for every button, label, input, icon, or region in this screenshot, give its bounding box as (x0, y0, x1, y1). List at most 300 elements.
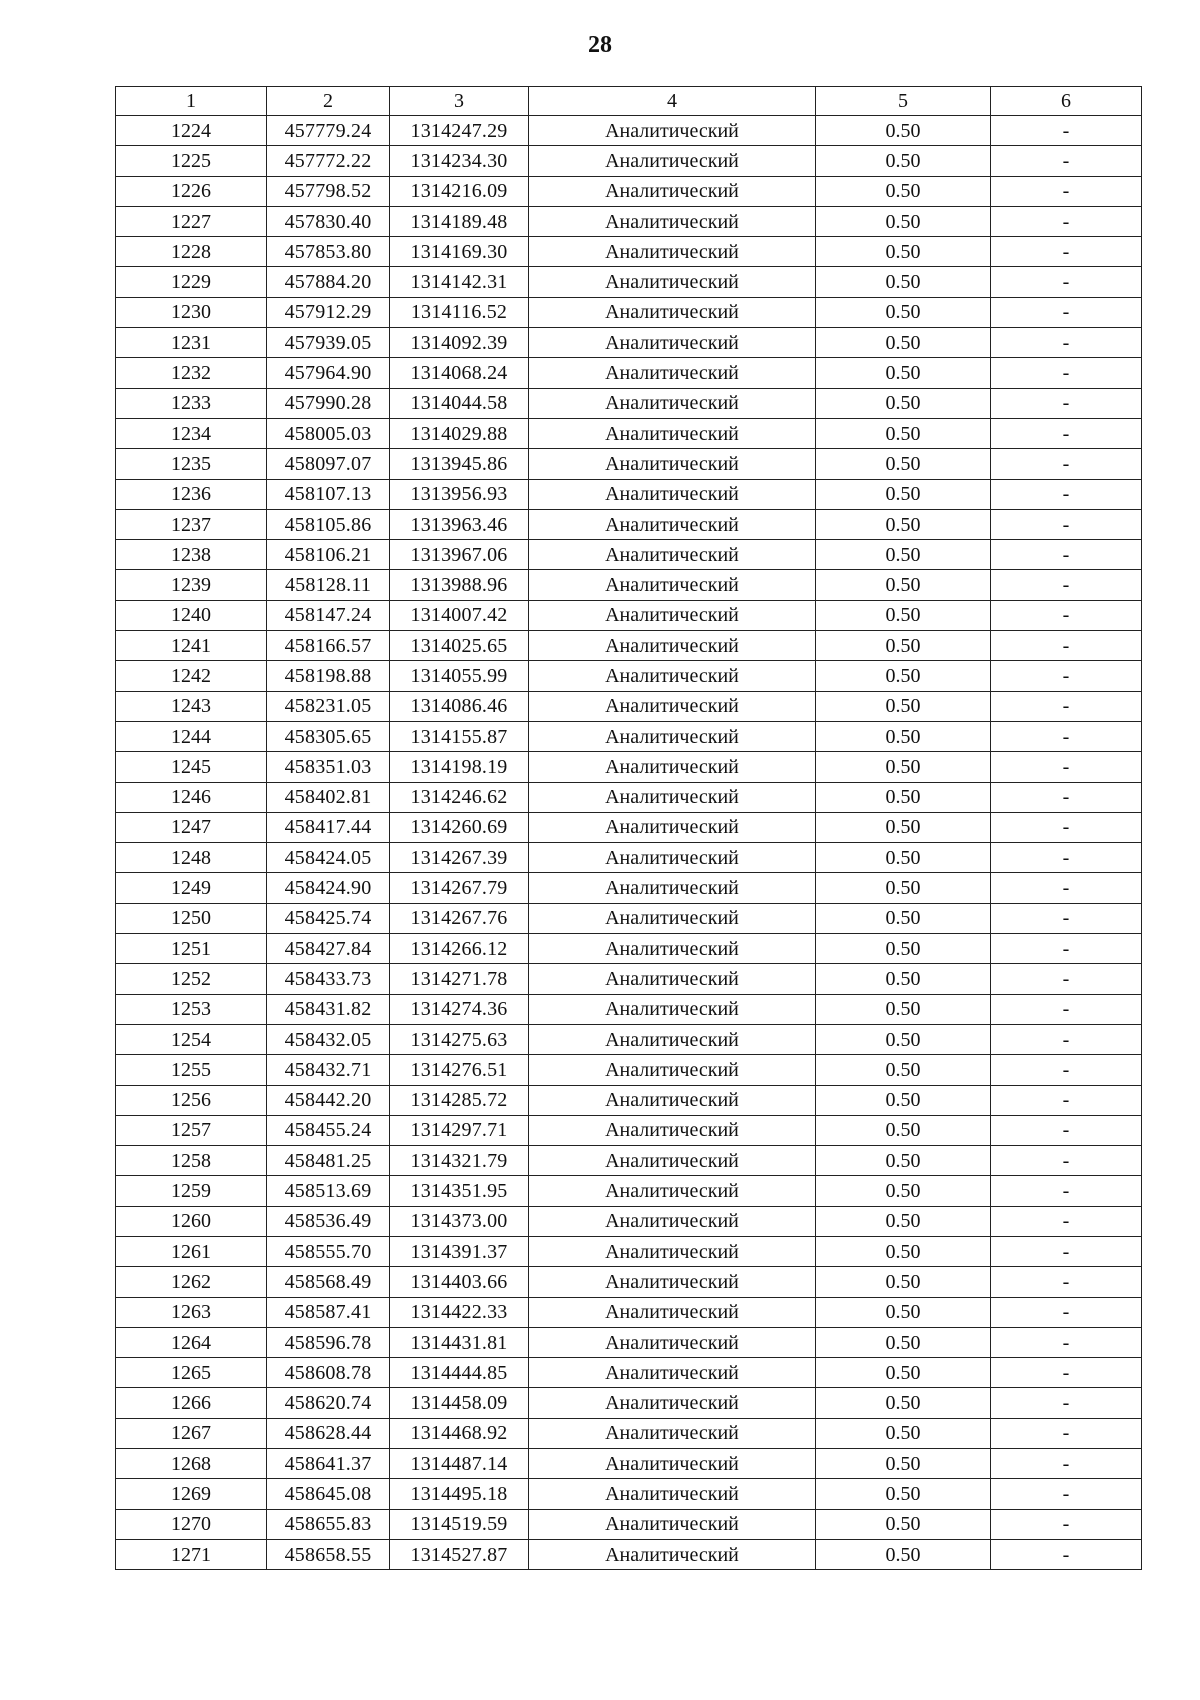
column-header-2: 2 (267, 87, 390, 116)
table-row (116, 721, 1142, 751)
point-number-cell: 1237 (116, 509, 267, 539)
note-cell: - (991, 1206, 1142, 1236)
method-cell: Аналитический (529, 873, 816, 903)
x-coordinate-cell: 458424.90 (267, 873, 390, 903)
y-coordinate-cell: 1314266.12 (390, 934, 529, 964)
y-coordinate-cell: 1314391.37 (390, 1236, 529, 1266)
accuracy-cell: 0.50 (816, 116, 991, 146)
x-coordinate-cell: 458431.82 (267, 994, 390, 1024)
method-cell: Аналитический (529, 1388, 816, 1418)
x-coordinate-cell: 457884.20 (267, 267, 390, 297)
table-row (116, 1358, 1142, 1388)
point-number-cell: 1242 (116, 661, 267, 691)
y-coordinate-cell: 1314285.72 (390, 1085, 529, 1115)
column-header-6: 6 (991, 87, 1142, 116)
y-coordinate-cell: 1314431.81 (390, 1327, 529, 1357)
method-cell: Аналитический (529, 1085, 816, 1115)
point-number-cell: 1245 (116, 752, 267, 782)
y-coordinate-cell: 1314373.00 (390, 1206, 529, 1236)
x-coordinate-cell: 458596.78 (267, 1327, 390, 1357)
note-cell: - (991, 570, 1142, 600)
method-cell: Аналитический (529, 661, 816, 691)
note-cell: - (991, 297, 1142, 327)
x-coordinate-cell: 458442.20 (267, 1085, 390, 1115)
note-cell: - (991, 1509, 1142, 1539)
x-coordinate-cell: 458097.07 (267, 449, 390, 479)
note-cell: - (991, 237, 1142, 267)
method-cell: Аналитический (529, 600, 816, 630)
note-cell: - (991, 418, 1142, 448)
accuracy-cell: 0.50 (816, 388, 991, 418)
y-coordinate-cell: 1314216.09 (390, 176, 529, 206)
accuracy-cell: 0.50 (816, 1358, 991, 1388)
point-number-cell: 1252 (116, 964, 267, 994)
x-coordinate-cell: 457939.05 (267, 328, 390, 358)
point-number-cell: 1238 (116, 540, 267, 570)
method-cell: Аналитический (529, 328, 816, 358)
table-row (116, 1509, 1142, 1539)
table-row (116, 146, 1142, 176)
x-coordinate-cell: 458417.44 (267, 812, 390, 842)
y-coordinate-cell: 1314276.51 (390, 1055, 529, 1085)
accuracy-cell: 0.50 (816, 1479, 991, 1509)
method-cell: Аналитический (529, 994, 816, 1024)
note-cell: - (991, 267, 1142, 297)
accuracy-cell: 0.50 (816, 146, 991, 176)
accuracy-cell: 0.50 (816, 1418, 991, 1448)
x-coordinate-cell: 458425.74 (267, 903, 390, 933)
method-cell: Аналитический (529, 449, 816, 479)
x-coordinate-cell: 458555.70 (267, 1236, 390, 1266)
x-coordinate-cell: 458433.73 (267, 964, 390, 994)
note-cell: - (991, 1388, 1142, 1418)
table-row (116, 176, 1142, 206)
x-coordinate-cell: 458481.25 (267, 1146, 390, 1176)
method-cell: Аналитический (529, 964, 816, 994)
table-row (116, 1146, 1142, 1176)
accuracy-cell: 0.50 (816, 1115, 991, 1145)
note-cell: - (991, 964, 1142, 994)
note-cell: - (991, 600, 1142, 630)
note-cell: - (991, 782, 1142, 812)
method-cell: Аналитический (529, 570, 816, 600)
y-coordinate-cell: 1314198.19 (390, 752, 529, 782)
point-number-cell: 1249 (116, 873, 267, 903)
method-cell: Аналитический (529, 116, 816, 146)
note-cell: - (991, 328, 1142, 358)
table-row (116, 1449, 1142, 1479)
method-cell: Аналитический (529, 812, 816, 842)
note-cell: - (991, 176, 1142, 206)
table-row (116, 449, 1142, 479)
y-coordinate-cell: 1314275.63 (390, 1024, 529, 1054)
y-coordinate-cell: 1314086.46 (390, 691, 529, 721)
accuracy-cell: 0.50 (816, 934, 991, 964)
table-row (116, 297, 1142, 327)
point-number-cell: 1269 (116, 1479, 267, 1509)
table-row (116, 600, 1142, 630)
accuracy-cell: 0.50 (816, 570, 991, 600)
note-cell: - (991, 994, 1142, 1024)
table-row (116, 752, 1142, 782)
table-row (116, 1479, 1142, 1509)
y-coordinate-cell: 1314527.87 (390, 1539, 529, 1569)
accuracy-cell: 0.50 (816, 1206, 991, 1236)
table-row (116, 206, 1142, 236)
table-body (116, 116, 1142, 1570)
method-cell: Аналитический (529, 1206, 816, 1236)
table-row (116, 237, 1142, 267)
note-cell: - (991, 1055, 1142, 1085)
method-cell: Аналитический (529, 267, 816, 297)
accuracy-cell: 0.50 (816, 964, 991, 994)
point-number-cell: 1265 (116, 1358, 267, 1388)
point-number-cell: 1232 (116, 358, 267, 388)
method-cell: Аналитический (529, 358, 816, 388)
table-row (116, 1388, 1142, 1418)
accuracy-cell: 0.50 (816, 1085, 991, 1115)
method-cell: Аналитический (529, 1539, 816, 1569)
table-row (116, 358, 1142, 388)
y-coordinate-cell: 1314044.58 (390, 388, 529, 418)
note-cell: - (991, 479, 1142, 509)
note-cell: - (991, 449, 1142, 479)
accuracy-cell: 0.50 (816, 1236, 991, 1266)
point-number-cell: 1258 (116, 1146, 267, 1176)
x-coordinate-cell: 458620.74 (267, 1388, 390, 1418)
x-coordinate-cell: 458432.71 (267, 1055, 390, 1085)
y-coordinate-cell: 1314068.24 (390, 358, 529, 388)
point-number-cell: 1268 (116, 1449, 267, 1479)
y-coordinate-cell: 1314055.99 (390, 661, 529, 691)
x-coordinate-cell: 457772.22 (267, 146, 390, 176)
x-coordinate-cell: 457990.28 (267, 388, 390, 418)
table-row (116, 782, 1142, 812)
y-coordinate-cell: 1314321.79 (390, 1146, 529, 1176)
x-coordinate-cell: 458513.69 (267, 1176, 390, 1206)
y-coordinate-cell: 1314189.48 (390, 206, 529, 236)
y-coordinate-cell: 1314403.66 (390, 1267, 529, 1297)
y-coordinate-cell: 1314444.85 (390, 1358, 529, 1388)
x-coordinate-cell: 458128.11 (267, 570, 390, 600)
accuracy-cell: 0.50 (816, 1055, 991, 1085)
method-cell: Аналитический (529, 1024, 816, 1054)
method-cell: Аналитический (529, 1115, 816, 1145)
method-cell: Аналитический (529, 509, 816, 539)
y-coordinate-cell: 1314422.33 (390, 1297, 529, 1327)
point-number-cell: 1247 (116, 812, 267, 842)
x-coordinate-cell: 458424.05 (267, 843, 390, 873)
accuracy-cell: 0.50 (816, 206, 991, 236)
point-number-cell: 1228 (116, 237, 267, 267)
y-coordinate-cell: 1314169.30 (390, 237, 529, 267)
column-header-3: 3 (390, 87, 529, 116)
table-row (116, 843, 1142, 873)
accuracy-cell: 0.50 (816, 237, 991, 267)
y-coordinate-cell: 1314267.39 (390, 843, 529, 873)
table-row (116, 1539, 1142, 1569)
table-row (116, 691, 1142, 721)
note-cell: - (991, 206, 1142, 236)
method-cell: Аналитический (529, 1479, 816, 1509)
note-cell: - (991, 934, 1142, 964)
y-coordinate-cell: 1313963.46 (390, 509, 529, 539)
x-coordinate-cell: 458166.57 (267, 631, 390, 661)
accuracy-cell: 0.50 (816, 449, 991, 479)
note-cell: - (991, 873, 1142, 903)
method-cell: Аналитический (529, 782, 816, 812)
y-coordinate-cell: 1314271.78 (390, 964, 529, 994)
table-row (116, 1418, 1142, 1448)
accuracy-cell: 0.50 (816, 1449, 991, 1479)
note-cell: - (991, 1146, 1142, 1176)
accuracy-cell: 0.50 (816, 752, 991, 782)
table-row (116, 631, 1142, 661)
x-coordinate-cell: 458658.55 (267, 1539, 390, 1569)
y-coordinate-cell: 1314007.42 (390, 600, 529, 630)
method-cell: Аналитический (529, 1267, 816, 1297)
point-number-cell: 1248 (116, 843, 267, 873)
point-number-cell: 1251 (116, 934, 267, 964)
accuracy-cell: 0.50 (816, 1539, 991, 1569)
y-coordinate-cell: 1314495.18 (390, 1479, 529, 1509)
y-coordinate-cell: 1313956.93 (390, 479, 529, 509)
accuracy-cell: 0.50 (816, 328, 991, 358)
method-cell: Аналитический (529, 1418, 816, 1448)
y-coordinate-cell: 1314234.30 (390, 146, 529, 176)
y-coordinate-cell: 1314260.69 (390, 812, 529, 842)
method-cell: Аналитический (529, 1358, 816, 1388)
y-coordinate-cell: 1314297.71 (390, 1115, 529, 1145)
note-cell: - (991, 388, 1142, 418)
note-cell: - (991, 1297, 1142, 1327)
accuracy-cell: 0.50 (816, 631, 991, 661)
x-coordinate-cell: 458198.88 (267, 661, 390, 691)
table-row (116, 1206, 1142, 1236)
y-coordinate-cell: 1313945.86 (390, 449, 529, 479)
point-number-cell: 1270 (116, 1509, 267, 1539)
method-cell: Аналитический (529, 206, 816, 236)
point-number-cell: 1260 (116, 1206, 267, 1236)
method-cell: Аналитический (529, 388, 816, 418)
point-number-cell: 1262 (116, 1267, 267, 1297)
table-row (116, 934, 1142, 964)
x-coordinate-cell: 458351.03 (267, 752, 390, 782)
x-coordinate-cell: 458568.49 (267, 1267, 390, 1297)
y-coordinate-cell: 1314519.59 (390, 1509, 529, 1539)
point-number-cell: 1254 (116, 1024, 267, 1054)
accuracy-cell: 0.50 (816, 358, 991, 388)
note-cell: - (991, 146, 1142, 176)
note-cell: - (991, 1327, 1142, 1357)
table-row (116, 1024, 1142, 1054)
method-cell: Аналитический (529, 843, 816, 873)
note-cell: - (991, 1418, 1142, 1448)
accuracy-cell: 0.50 (816, 267, 991, 297)
method-cell: Аналитический (529, 752, 816, 782)
note-cell: - (991, 358, 1142, 388)
method-cell: Аналитический (529, 1236, 816, 1266)
point-number-cell: 1246 (116, 782, 267, 812)
table-row (116, 479, 1142, 509)
point-number-cell: 1234 (116, 418, 267, 448)
table-row (116, 964, 1142, 994)
note-cell: - (991, 1085, 1142, 1115)
method-cell: Аналитический (529, 1297, 816, 1327)
table-header-row (116, 87, 1142, 116)
accuracy-cell: 0.50 (816, 994, 991, 1024)
point-number-cell: 1227 (116, 206, 267, 236)
method-cell: Аналитический (529, 1055, 816, 1085)
y-coordinate-cell: 1314267.79 (390, 873, 529, 903)
note-cell: - (991, 116, 1142, 146)
point-number-cell: 1235 (116, 449, 267, 479)
table-row (116, 570, 1142, 600)
accuracy-cell: 0.50 (816, 540, 991, 570)
accuracy-cell: 0.50 (816, 418, 991, 448)
x-coordinate-cell: 458536.49 (267, 1206, 390, 1236)
column-header-1: 1 (116, 87, 267, 116)
method-cell: Аналитический (529, 297, 816, 327)
x-coordinate-cell: 458628.44 (267, 1418, 390, 1448)
accuracy-cell: 0.50 (816, 509, 991, 539)
x-coordinate-cell: 458106.21 (267, 540, 390, 570)
x-coordinate-cell: 457779.24 (267, 116, 390, 146)
x-coordinate-cell: 458231.05 (267, 691, 390, 721)
y-coordinate-cell: 1313967.06 (390, 540, 529, 570)
x-coordinate-cell: 458455.24 (267, 1115, 390, 1145)
accuracy-cell: 0.50 (816, 1146, 991, 1176)
x-coordinate-cell: 458608.78 (267, 1358, 390, 1388)
point-number-cell: 1261 (116, 1236, 267, 1266)
point-number-cell: 1267 (116, 1418, 267, 1448)
y-coordinate-cell: 1314468.92 (390, 1418, 529, 1448)
y-coordinate-cell: 1314092.39 (390, 328, 529, 358)
table-row (116, 1115, 1142, 1145)
y-coordinate-cell: 1314025.65 (390, 631, 529, 661)
point-number-cell: 1241 (116, 631, 267, 661)
y-coordinate-cell: 1313988.96 (390, 570, 529, 600)
accuracy-cell: 0.50 (816, 1267, 991, 1297)
method-cell: Аналитический (529, 934, 816, 964)
accuracy-cell: 0.50 (816, 1327, 991, 1357)
point-number-cell: 1263 (116, 1297, 267, 1327)
point-number-cell: 1255 (116, 1055, 267, 1085)
method-cell: Аналитический (529, 631, 816, 661)
table-row (116, 509, 1142, 539)
x-coordinate-cell: 457853.80 (267, 237, 390, 267)
note-cell: - (991, 509, 1142, 539)
note-cell: - (991, 540, 1142, 570)
table-row (116, 328, 1142, 358)
table-row (116, 1055, 1142, 1085)
table-row (116, 418, 1142, 448)
y-coordinate-cell: 1314142.31 (390, 267, 529, 297)
point-number-cell: 1266 (116, 1388, 267, 1418)
x-coordinate-cell: 457912.29 (267, 297, 390, 327)
page-number: 28 (588, 32, 612, 58)
x-coordinate-cell: 457964.90 (267, 358, 390, 388)
y-coordinate-cell: 1314247.29 (390, 116, 529, 146)
note-cell: - (991, 691, 1142, 721)
x-coordinate-cell: 458427.84 (267, 934, 390, 964)
method-cell: Аналитический (529, 1327, 816, 1357)
accuracy-cell: 0.50 (816, 479, 991, 509)
y-coordinate-cell: 1314246.62 (390, 782, 529, 812)
note-cell: - (991, 721, 1142, 751)
note-cell: - (991, 631, 1142, 661)
table-row (116, 994, 1142, 1024)
note-cell: - (991, 903, 1142, 933)
accuracy-cell: 0.50 (816, 873, 991, 903)
note-cell: - (991, 661, 1142, 691)
point-number-cell: 1256 (116, 1085, 267, 1115)
point-number-cell: 1240 (116, 600, 267, 630)
method-cell: Аналитический (529, 691, 816, 721)
point-number-cell: 1264 (116, 1327, 267, 1357)
accuracy-cell: 0.50 (816, 176, 991, 206)
y-coordinate-cell: 1314274.36 (390, 994, 529, 1024)
point-number-cell: 1233 (116, 388, 267, 418)
method-cell: Аналитический (529, 1146, 816, 1176)
table-row (116, 1267, 1142, 1297)
point-number-cell: 1226 (116, 176, 267, 206)
accuracy-cell: 0.50 (816, 600, 991, 630)
note-cell: - (991, 1358, 1142, 1388)
table-row (116, 267, 1142, 297)
y-coordinate-cell: 1314155.87 (390, 721, 529, 751)
method-cell: Аналитический (529, 540, 816, 570)
coordinates-table (115, 86, 1142, 1570)
note-cell: - (991, 1176, 1142, 1206)
x-coordinate-cell: 458641.37 (267, 1449, 390, 1479)
y-coordinate-cell: 1314487.14 (390, 1449, 529, 1479)
note-cell: - (991, 1236, 1142, 1266)
note-cell: - (991, 812, 1142, 842)
table-row (116, 1236, 1142, 1266)
column-header-4: 4 (529, 87, 816, 116)
note-cell: - (991, 1115, 1142, 1145)
x-coordinate-cell: 458655.83 (267, 1509, 390, 1539)
accuracy-cell: 0.50 (816, 1024, 991, 1054)
point-number-cell: 1230 (116, 297, 267, 327)
x-coordinate-cell: 458147.24 (267, 600, 390, 630)
accuracy-cell: 0.50 (816, 1176, 991, 1206)
accuracy-cell: 0.50 (816, 1297, 991, 1327)
point-number-cell: 1225 (116, 146, 267, 176)
table-row (116, 661, 1142, 691)
y-coordinate-cell: 1314029.88 (390, 418, 529, 448)
method-cell: Аналитический (529, 1176, 816, 1206)
point-number-cell: 1250 (116, 903, 267, 933)
method-cell: Аналитический (529, 146, 816, 176)
accuracy-cell: 0.50 (816, 691, 991, 721)
x-coordinate-cell: 458105.86 (267, 509, 390, 539)
point-number-cell: 1244 (116, 721, 267, 751)
x-coordinate-cell: 458587.41 (267, 1297, 390, 1327)
x-coordinate-cell: 458432.05 (267, 1024, 390, 1054)
method-cell: Аналитический (529, 479, 816, 509)
table-row (116, 812, 1142, 842)
method-cell: Аналитический (529, 1449, 816, 1479)
method-cell: Аналитический (529, 1509, 816, 1539)
accuracy-cell: 0.50 (816, 661, 991, 691)
column-header-5: 5 (816, 87, 991, 116)
table-row (116, 540, 1142, 570)
point-number-cell: 1257 (116, 1115, 267, 1145)
note-cell: - (991, 1449, 1142, 1479)
table-row (116, 903, 1142, 933)
